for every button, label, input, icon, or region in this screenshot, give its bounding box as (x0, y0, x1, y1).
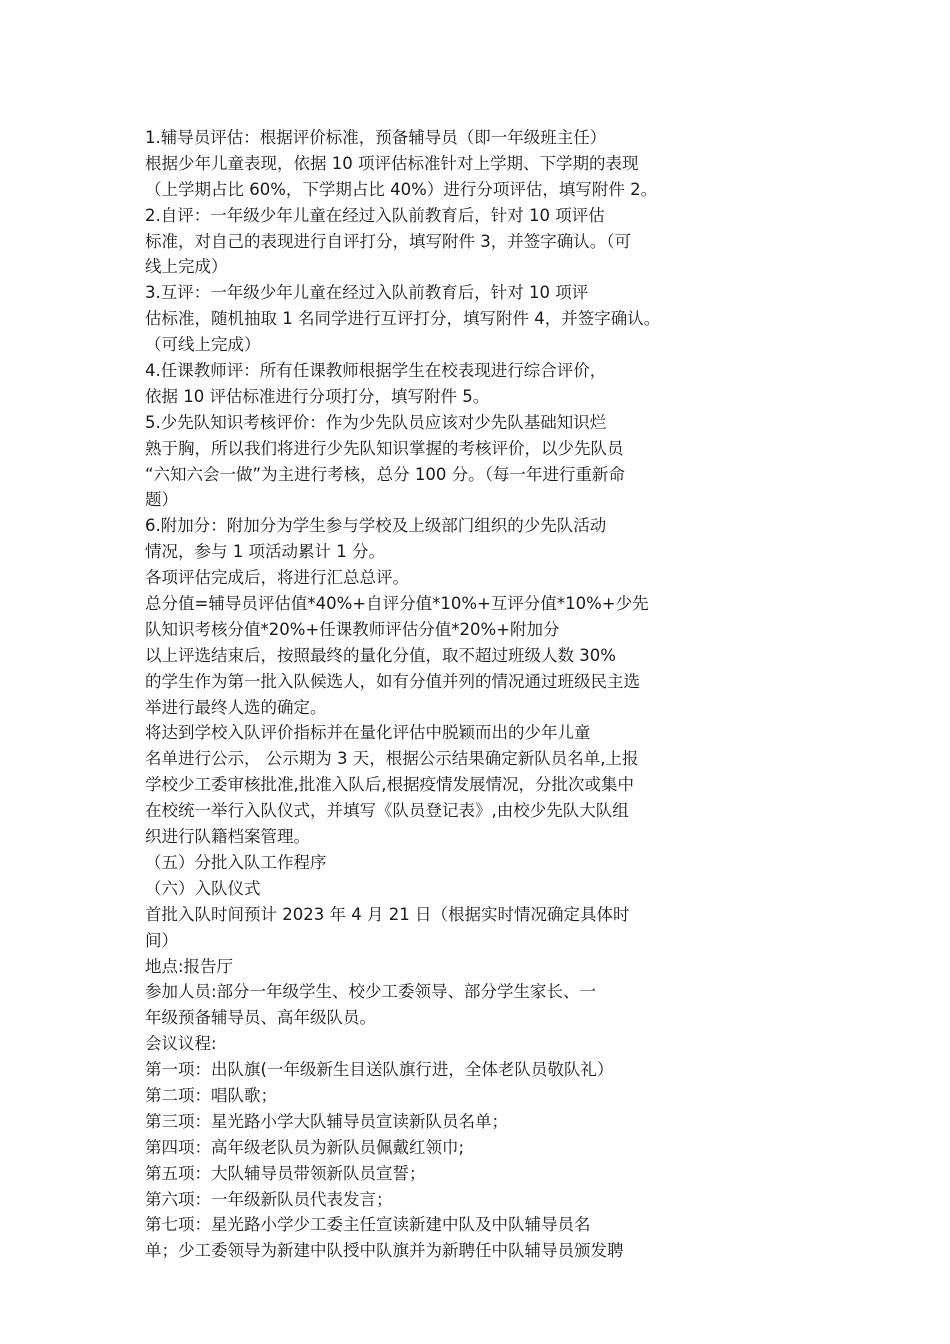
text-line: 间） (145, 930, 178, 950)
text-line: 会议议程: (145, 1034, 217, 1054)
text-line: 熟于胸，所以我们将进行少先队知识掌握的考核评价，以少先队员 (145, 438, 624, 458)
text-line: “六知六会一做”为主进行考核，总分 100 分。（每一年进行重新命 (145, 464, 625, 484)
text-line: 举进行最终人选的确定。 (145, 697, 327, 717)
agenda-item: 第三项：星光路小学大队辅导员宣读新队员名单； (145, 1111, 508, 1131)
text-line: 首批入队时间预计 2023 年 4 月 21 日（根据实时情况确定具体时 (145, 904, 630, 924)
text-line: 将达到学校入队评价指标并在量化评估中脱颖而出的少年儿童 (145, 723, 591, 743)
text-line: 名单进行公示， 公示期为 3 天，根据公示结果确定新队员名单,上报 (145, 749, 639, 769)
text-line: 3.互评：一年级少年儿童在经过入队前教育后，针对 10 项评 (145, 283, 589, 303)
text-line: 5.少先队知识考核评价：作为少先队员应该对少先队基础知识烂 (145, 412, 607, 432)
text-line: 各项评估完成后，将进行汇总总评。 (145, 568, 409, 588)
text-line: 估标准，随机抽取 1 名同学进行互评打分，填写附件 4，并签字确认。 (145, 309, 661, 329)
text-line: 单；少工委领导为新建中队授中队旗并为新聘任中队辅导员颁发聘 (145, 1241, 624, 1261)
text-line: 以上评选结束后，按照最终的量化分值，取不超过班级人数 30% (145, 645, 616, 665)
text-line: 6.附加分：附加分为学生参与学校及上级部门组织的少先队活动 (145, 516, 607, 536)
text-line: 总分值=辅导员评估值*40%+自评分值*10%+互评分值*10%+少先 (145, 594, 649, 614)
agenda-item: 第四项：高年级老队员为新队员佩戴红领巾; (145, 1137, 465, 1157)
agenda-item: 第一项：出队旗(一年级新生目送队旗行进，全体老队员敬队礼） (145, 1060, 614, 1080)
text-line: 1.辅导员评估：根据评价标准，预备辅导员（即一年级班主任） (145, 128, 607, 147)
text-line: 队知识考核分值*20%+任课教师评估分值*20%+附加分 (145, 619, 560, 639)
document-body (145, 125, 745, 1264)
text-line: 情况，参与 1 项活动累计 1 分。 (145, 542, 385, 562)
text-line: 织进行队籍档案管理。 (145, 827, 310, 847)
section-heading: （六）入队仪式 (145, 878, 261, 898)
agenda-item: 第五项：大队辅导员带领新队员宣誓； (145, 1163, 426, 1183)
text-line: 题） (145, 490, 178, 510)
text-line: 4.任课教师评：所有任课教师根据学生在校表现进行综合评价， (145, 361, 607, 381)
text-line: 线上完成） (145, 257, 228, 277)
text-line: 根据少年儿童表现，依据 10 项评估标准针对上学期、下学期的表现 (145, 153, 639, 173)
agenda-item: 第七项：星光路小学少工委主任宣读新建中队及中队辅导员名 (145, 1215, 591, 1235)
text-line: （上学期占比 60%，下学期占比 40%）进行分项评估，填写附件 2。 (145, 179, 658, 199)
agenda-item: 第六项：一年级新队员代表发言； (145, 1189, 393, 1209)
text-line: 地点:报告厅 (145, 956, 234, 976)
text-line: 年级预备辅导员、高年级队员。 (145, 1008, 376, 1028)
text-line: 参加人员:部分一年级学生、校少工委领导、部分学生家长、一 (145, 982, 597, 1002)
text-line: 的学生作为第一批入队候选人，如有分值并列的情况通过班级民主选 (145, 671, 640, 691)
text-line: 标准，对自己的表现进行自评打分，填写附件 3，并签字确认。（可 (145, 231, 631, 251)
agenda-item: 第二项：唱队歌； (145, 1085, 277, 1105)
text-line: 2.自评：一年级少年儿童在经过入队前教育后，针对 10 项评估 (145, 205, 605, 225)
text-line: 在校统一举行入队仪式，并填写《队员登记表》,由校少先队大队组 (145, 801, 629, 821)
text-line: 依据 10 评估标准进行分项打分，填写附件 5。 (145, 386, 490, 406)
section-heading: （五）分批入队工作程序 (145, 852, 327, 872)
text-line: （可线上完成） (145, 335, 261, 355)
text-line: 学校少工委审核批准,批准入队后,根据疫情发展情况，分批次或集中 (145, 775, 634, 795)
